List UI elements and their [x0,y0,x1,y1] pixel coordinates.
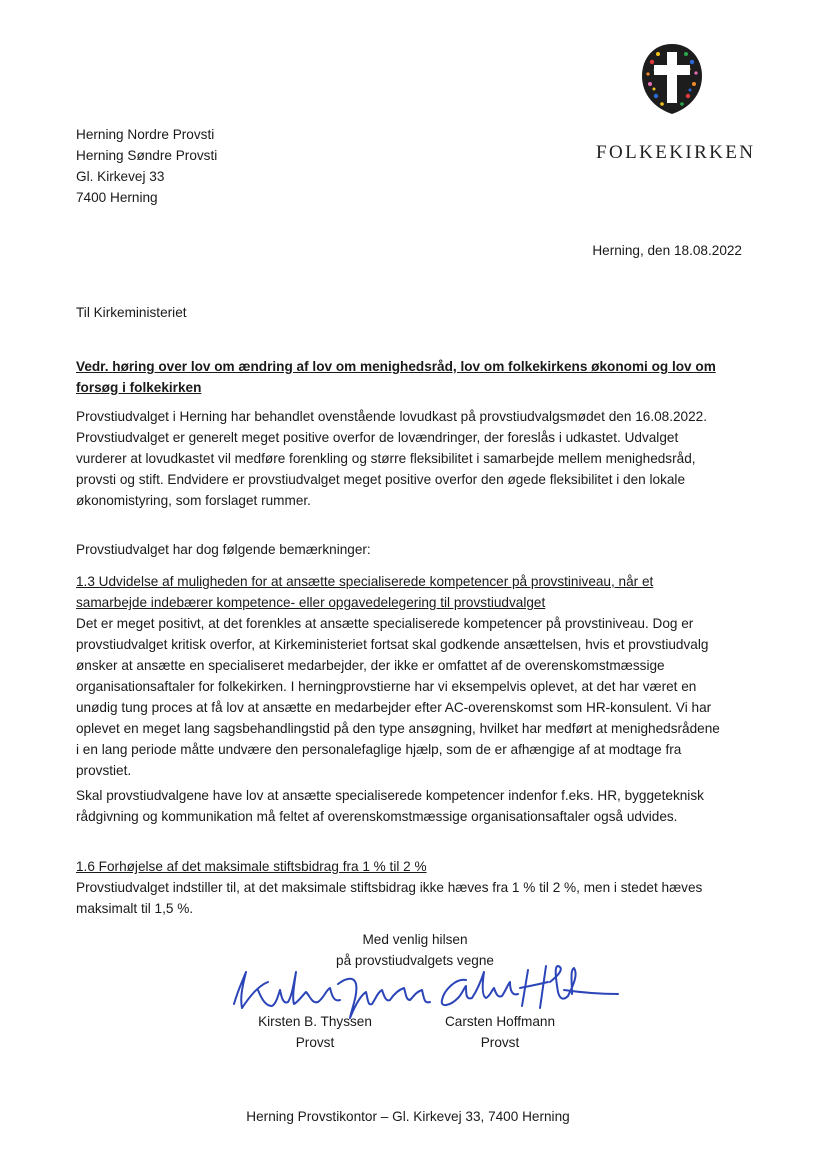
subject-line: forsøg i folkekirken [76,380,202,395]
paragraph-line: rådgivning og kommunikation må feltet af overenskomstmæssige organisationsaftaler også udvides. [76,809,678,824]
subject-line: Vedr. høring over lov om ændring af lov om menighedsråd, lov om folkekirkens økonomi og lov om [76,359,716,374]
paragraph-line: provsti og stift. Endvidere er provstiudvalget meget positive overfor den øgede fleksibilitet i den lokale [76,472,686,487]
section-2-paragraph [76,877,756,919]
signer-title: Provst [295,1035,335,1050]
paragraph-line: maksimalt til 1,5 %. [76,901,194,916]
paragraph-line: organisationsaftaler for folkekirken. I herningprovstierne har vi eksempelvis oplevet, at det har været en [76,679,697,694]
subject-heading [76,356,726,398]
remarks-intro: Provstiudvalget har dog følgende bemærkninger: [76,542,371,557]
section-1-paragraph-1 [76,613,756,781]
signer-name: Kirsten B. Thyssen [258,1014,372,1029]
paragraph-line: Provstiudvalget er generelt meget positive overfor de lovændringer, der foreslås i udkastet. Udvalget [76,430,679,445]
signature-kirsten [234,972,340,1008]
sender-line: Herning Nordre Provsti [76,127,215,142]
paragraph-line: provstiudvalget kritisk overfor, at Kirkeministeriet fortsat skal godkende ansættelsen, hvis et provstiudvalg [76,637,709,652]
signature-carsten [442,972,518,1005]
paragraph-line: ønsker at ansætte en specialiseret medarbejder, der ikke er omfattet af de overenskomstmæssige [76,658,665,673]
section-1-paragraph-2 [76,785,756,827]
paragraph-line: i en lang periode måtte undvære den personalefaglige hjælp, som de er afhængige af at modtage fra [76,742,682,757]
paragraph-line: Skal provstiudvalgene have lov at ansætte specialiserede kompetencer indenfor f.eks. HR, byggeteknisk [76,788,704,803]
heading-line: samarbejde indebærer kompetence- eller opgavedelegering til provstiudvalget [76,595,546,610]
letter-date: Herning, den 18.08.2022 [592,243,742,258]
sender-line: Gl. Kirkevej 33 [76,169,165,184]
paragraph-line: oplevet en meget lang sagsbehandlingstid på den type ansøgning, hvilket har medført at menighedsrådene [76,721,720,736]
paragraph-line: unødig tung proces at få lov at ansætte en medarbejder efter AC-overenskomst som HR-konsulent. Vi har [76,700,712,715]
section-2-heading: 1.6 Forhøjelse af det maksimale stiftsbidrag fra 1 % til 2 % [76,859,427,874]
folkekirken-cross-logo [640,42,704,116]
paragraph-line: Provstiudvalget indstiller til, at det maksimale stiftsbidrag ikke hæves fra 1 % til 2 %, men i stedet hæves [76,880,703,895]
paragraph-line: vurderer at lovudkastet vil medføre forenkling og større fleksibilitet i samarbejde mellem menighedsråd, [76,451,696,466]
paragraph-line: Provstiudvalget i Herning har behandlet ovenstående lovudkast på provstiudvalgsmødet den 16.08.2022. [76,409,708,424]
sender-line: 7400 Herning [76,190,158,205]
signer-carsten [410,1011,590,1053]
intro-paragraph [76,406,746,511]
paragraph-line: økonomistyring, som forslaget rummer. [76,493,311,508]
sender-address [76,124,376,208]
signature-carsten-surname [520,966,618,1008]
closing-greeting: Med venlig hilsen [362,932,468,947]
heading-line: 1.3 Udvidelse af muligheden for at ansætte specialiserede kompetencer på provstiniveau, når et [76,574,654,589]
page-footer: Herning Provstikontor – Gl. Kirkevej 33, 7400 Herning [246,1109,570,1124]
logo-text: FOLKEKIRKEN [596,142,756,163]
paragraph-line: provstiet. [76,763,132,778]
closing-on-behalf: på provstiudvalgets vegne [336,953,494,968]
paragraph-line: Det er meget positivt, at det forenkles at ansætte specialiserede kompetencer på provstiniveau. Dog er [76,616,694,631]
signer-kirsten [225,1011,405,1053]
signer-title: Provst [480,1035,520,1050]
sender-line: Herning Søndre Provsti [76,148,218,163]
signer-name: Carsten Hoffmann [444,1014,556,1029]
section-1-heading [76,571,746,613]
recipient: Til Kirkeministeriet [76,305,187,320]
